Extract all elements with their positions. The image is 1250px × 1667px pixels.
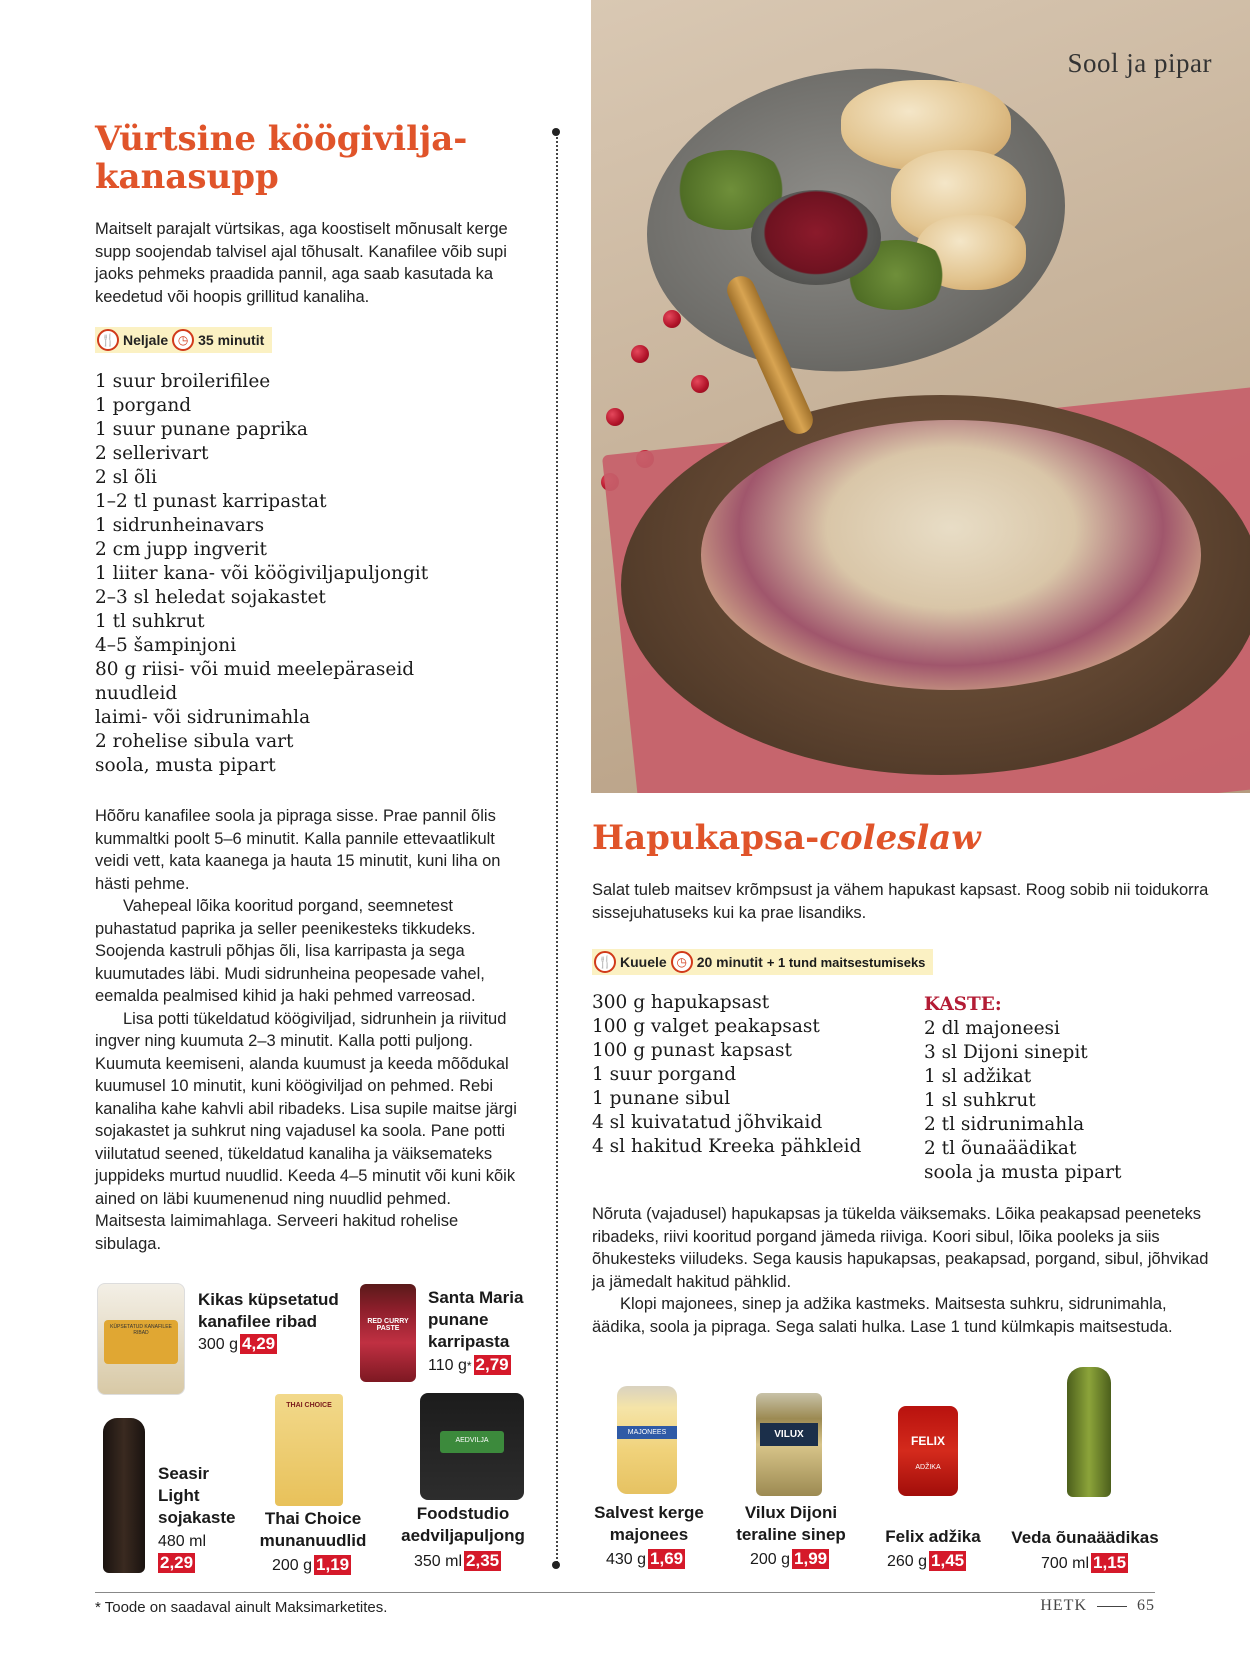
product-size: 430 g	[606, 1551, 647, 1568]
ingredient-item: 2 cm jupp ingverit	[95, 539, 267, 560]
price-tag: 2,35	[466, 1551, 500, 1570]
method-paragraph: Nõruta (vajadusel) hapukapsas ja tükelda väiksemaks. Lõika peakapsad peeneteks ribadeks, riivi kooritud porgand jämeda riiviga. Koori sibul, lõika pooleks ja siis õhukesteks viiludeks. Sega kausis hapukapsas, peakapsad, porgand, sibul, jõhvikad ja jämedalt hakitud pähklid.	[592, 1205, 1209, 1291]
ingredient-item: laimi- või sidrunimahla	[95, 707, 311, 728]
divider-dot	[552, 1561, 560, 1569]
product-name: Veda õunaäädikas	[1011, 1528, 1159, 1547]
magazine-name: HETK	[1040, 1597, 1087, 1614]
ingredient-item: 1 tl suhkrut	[95, 611, 205, 632]
ingredient-item: 2 sl õli	[95, 467, 157, 488]
ingredient-item: 1 liiter kana- või köögiviljapuljongit	[95, 563, 429, 584]
price-tag: 2,29	[160, 1553, 194, 1572]
product-price-line	[887, 1551, 966, 1573]
recipe1-title-line1: Vürtsine köögivilja-	[95, 119, 468, 159]
recipe1-servings: Neljale	[123, 332, 169, 348]
product-name: Thai Choice munanuudlid	[259, 1509, 367, 1550]
product-price-line	[428, 1355, 511, 1377]
cutlery-icon: 🍴	[97, 329, 119, 351]
salvest-label: MAJONEES	[617, 1426, 677, 1439]
felix-jar-image	[898, 1406, 958, 1496]
product-size: 110 g	[428, 1357, 467, 1374]
felix-sublabel: ADŽIKA	[915, 1464, 941, 1471]
recipe2-ingredients	[592, 991, 861, 1159]
price-tag: 1,45	[931, 1551, 965, 1570]
ingredient-item: 80 g riisi- või muid meelepäraseid	[95, 659, 415, 680]
ingredient-item: 2–3 sl heledat sojakastet	[95, 587, 326, 608]
product-name: Vilux Dijoni teraline sinep	[736, 1503, 846, 1544]
ingredient-item: 1 punane sibul	[592, 1088, 731, 1109]
method-paragraph: Vahepeal lõika kooritud porgand, seemnetest puhastatud paprika ja seller peenikesteks tikkudeks. Soojenda kastruli põhjas õli, lisa karripasta ja sega kuumutades läbi. Mudi sidrunheina peopesade vahel, eemalda pealmised kihid ja haki pehmed varreosad.	[95, 897, 485, 1005]
cranberry	[631, 345, 649, 363]
sauce-heading: KASTE:	[924, 994, 1002, 1015]
kikas-label: KÜPSETATUD KANAFILEE RIBAD	[104, 1320, 178, 1364]
recipe2-title-italic: coleslaw	[819, 818, 981, 858]
product-size: 700 ml	[1041, 1555, 1090, 1572]
foodstudio-label: AEDVILJA	[440, 1431, 504, 1453]
felix-label: FELIX	[910, 1434, 945, 1448]
recipe2-title-plain: Hapukapsa-	[592, 818, 820, 858]
product-price-line	[606, 1549, 685, 1571]
santa-maria-label: RED CURRY PASTE	[367, 1318, 409, 1332]
product-price-line	[158, 1531, 253, 1575]
recipe2-method	[592, 1203, 1212, 1338]
clock-icon: ◷	[671, 951, 693, 973]
ingredient-item: 2 rohelise sibula vart	[95, 731, 294, 752]
recipe1-method	[95, 805, 525, 1255]
cranberry	[606, 408, 624, 426]
thai-choice-product-image	[275, 1394, 343, 1506]
ingredient-item: soola, musta pipart	[95, 755, 276, 776]
product-size: 200 g	[750, 1551, 791, 1568]
foodstudio-product-image	[420, 1393, 524, 1500]
clock-icon: ◷	[172, 329, 194, 351]
sauce-item: 2 tl sidrunimahla	[924, 1114, 1085, 1135]
price-tag: 1,99	[794, 1549, 828, 1568]
recipe2-time-extra: + 1 tund maitsestumiseks	[766, 954, 926, 970]
price-tag: 1,69	[650, 1549, 684, 1568]
recipe2-servings: Kuuele	[620, 954, 667, 970]
seasir-bottle-image	[103, 1418, 145, 1573]
footer-rule	[95, 1592, 1155, 1593]
vilux-label: VILUX	[760, 1423, 818, 1446]
ingredient-item: 2 sellerivart	[95, 443, 209, 464]
column-divider	[556, 133, 558, 1563]
recipe2-time: 20 minutit	[696, 954, 763, 970]
divider-dot	[552, 128, 560, 136]
price-tag: 1,19	[316, 1555, 350, 1574]
salvest-jar-image	[617, 1386, 677, 1494]
product-price-line	[1041, 1553, 1128, 1575]
product-name: Foodstudio aedviljapuljong	[401, 1504, 525, 1545]
price-tag: 4,29	[242, 1334, 276, 1353]
recipe2-meta	[592, 949, 933, 975]
footnote: * Toode on saadaval ainult Maksimarketites.	[95, 1599, 388, 1616]
product-name: Santa Maria punane karripasta	[428, 1288, 524, 1351]
ingredient-item: 1 suur porgand	[592, 1064, 737, 1085]
recipe1-intro: Maitselt parajalt vürtsikas, aga koostiselt mõnusalt kerge supp soojendab talvisel ajal tõhusalt. Kanafilee võib supi jaoks pehmeks praadida pannil, aga saab kasutada ka keedetud või hoopis grillitud kanaliha.	[95, 220, 508, 306]
ingredient-item: 4 sl hakitud Kreeka pähkleid	[592, 1136, 862, 1157]
ingredient-item: 1 sidrunheinavars	[95, 515, 265, 536]
cranberry	[691, 375, 709, 393]
method-paragraph: Klopi majonees, sinep ja adžika kastmeks. Maitsesta suhkru, sidrunimahla, äädika, soola ja pipraga. Sega salati hulka. Lase 1 tund külmkapis maitsestuda.	[592, 1295, 1173, 1336]
price-tag: 2,79	[475, 1355, 509, 1374]
product-name: Seasir Light sojakaste	[158, 1464, 236, 1527]
sauce-item: soola ja musta pipart	[924, 1162, 1122, 1183]
recipe2-sauce	[924, 993, 1121, 1185]
ingredient-item: 4–5 šampinjoni	[95, 635, 237, 656]
hero-photo	[591, 0, 1250, 793]
recipe1-title-line2: kanasupp	[95, 157, 279, 197]
ingredient-item: 1–2 tl punast karripastat	[95, 491, 327, 512]
availability-star: *	[466, 1359, 472, 1373]
cranberry	[663, 310, 681, 328]
product-name: Felix adžika	[885, 1527, 981, 1546]
ingredient-item: 1 suur punane paprika	[95, 419, 308, 440]
product-size: 480 ml	[158, 1533, 207, 1550]
page-number: 65	[1137, 1597, 1155, 1614]
coleslaw-salad	[701, 420, 1201, 690]
price-tag: 1,15	[1093, 1553, 1127, 1572]
product-price-line	[750, 1549, 829, 1571]
product-size: 350 ml	[414, 1553, 463, 1570]
thai-choice-label: THAI CHOICE	[286, 1402, 332, 1409]
method-paragraph: Hõõru kanafilee soola ja pipraga sisse. Prae pannil õlis kummaltki poolt 5–6 minutit. Kalla pannile ettevaatlikult veidi vett, kata kaanega ja hauta 15 minutit, kuni liha on hästi pehme.	[95, 807, 501, 893]
sauce-item: 2 tl õunaäädikat	[924, 1138, 1077, 1159]
santa-maria-product-image	[360, 1284, 416, 1382]
section-label: Sool ja pipar	[1067, 48, 1212, 78]
ingredient-item: nuudleid	[95, 683, 178, 704]
sauce-item: 2 dl majoneesi	[924, 1018, 1060, 1039]
ingredient-item: 100 g punast kapsast	[592, 1040, 792, 1061]
folio	[1040, 1597, 1155, 1615]
product-price-line	[198, 1334, 277, 1356]
recipe2-intro: Salat tuleb maitsev krõmpsust ja vähem hapukast kapsast. Roog sobib nii toidukorra sissejuhatuseks kui ka prae lisandiks.	[592, 881, 1209, 922]
recipe1-time: 35 minutit	[198, 332, 265, 348]
sauce-item: 3 sl Dijoni sinepit	[924, 1042, 1088, 1063]
ingredient-item: 1 porgand	[95, 395, 192, 416]
product-size: 260 g	[887, 1553, 928, 1570]
recipe1-ingredients	[95, 370, 428, 778]
recipe1-title	[95, 120, 535, 196]
cutlery-icon: 🍴	[594, 951, 616, 973]
ingredient-item: 300 g hapukapsast	[592, 992, 770, 1013]
product-size: 300 g	[198, 1336, 239, 1353]
kikas-product-image	[97, 1283, 185, 1395]
ingredient-item: 4 sl kuivatatud jõhvikaid	[592, 1112, 823, 1133]
product-name: Kikas küpsetatud kanafilee ribad	[198, 1290, 339, 1331]
folio-dash	[1097, 1606, 1127, 1607]
ingredient-item: 1 suur broilerifilee	[95, 371, 271, 392]
cranberry-bowl	[751, 190, 881, 285]
vilux-jar-image	[756, 1393, 822, 1496]
product-price-line	[272, 1555, 351, 1577]
product-size: 200 g	[272, 1557, 313, 1574]
product-price-line	[414, 1551, 501, 1573]
sauce-item: 1 sl adžikat	[924, 1066, 1032, 1087]
ingredient-item: 100 g valget peakapsast	[592, 1016, 820, 1037]
recipe2-title	[592, 818, 981, 858]
recipe1-meta	[95, 327, 272, 353]
method-paragraph: Lisa potti tükeldatud köögiviljad, sidrunhein ja riivitud ingver ning kuumuta 2–3 minutit. Kalla potti puljong. Kuumuta keemiseni, alanda kuumust ja keeda mõõdukal kuumusel 10 minutit, kuni köögiviljad on pehmed. Rebi kanaliha kahe kahvli abil ribadeks. Lisa supile maitse järgi sojakastet ja suhkrut ning vajadusel ka soola. Pane potti viilutatud seened, tükeldatud kanaliha ja väiksemateks juppideks murtud nuudlid. Keeda 4–5 minutit või kuni kõik ained on läbi kuumenenud ning nuudlid pehmed. Maitsesta laimimahlaga. Serveeri hakitud rohelise sibulaga.	[95, 1009, 517, 1253]
product-name: Salvest kerge majonees	[594, 1503, 704, 1544]
sauce-item: 1 sl suhkrut	[924, 1090, 1036, 1111]
veda-bottle-image	[1067, 1367, 1111, 1497]
